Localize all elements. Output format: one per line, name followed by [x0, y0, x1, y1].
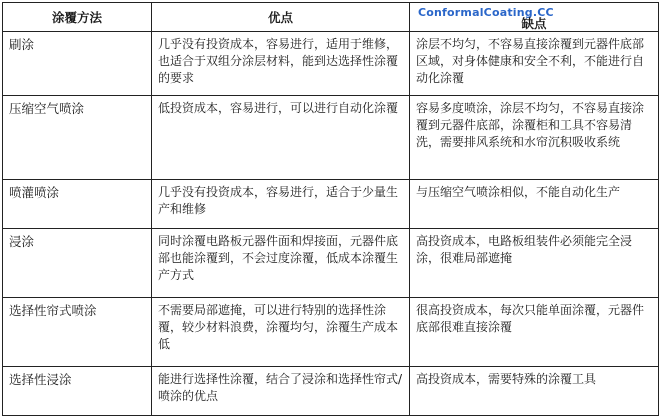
pros-cell: 同时涂覆电路板元器件面和焊接面，元器件底部也能涂覆到，不会过度涂覆，低成本涂覆生产方式 — [152, 229, 410, 298]
coating-methods-table — [2, 2, 659, 416]
table-row — [3, 229, 659, 298]
pros-cell: 不需要局部遮掩，可以进行特别的选择性涂覆，较少材料浪费，涂覆均匀，涂覆生产成本低 — [152, 297, 410, 366]
table-row — [3, 32, 659, 96]
header-pros: 优点 — [152, 3, 410, 32]
cons-cell: 很高投资成本，每次只能单面涂覆，元器件底部很难直接涂覆 — [410, 297, 659, 366]
watermark-text: ConformalCoating.CC — [418, 6, 554, 19]
method-cell: 浸涂 — [3, 229, 152, 298]
cons-cell: 与压缩空气喷涂相似，不能自动化生产 — [410, 180, 659, 229]
method-cell: 压缩空气喷涂 — [3, 96, 152, 180]
method-cell: 刷涂 — [3, 32, 152, 96]
table-row — [3, 96, 659, 180]
pros-cell: 几乎没有投资成本，容易进行，适合于少量生产和维修 — [152, 180, 410, 229]
table-row — [3, 180, 659, 229]
method-cell: 喷灌喷涂 — [3, 180, 152, 229]
table-row — [3, 366, 659, 415]
pros-cell: 几乎没有投资成本，容易进行，适用于维修，也适合于双组分涂层材料，能到达选择性涂覆的要求 — [152, 32, 410, 96]
cons-cell: 涂层不均匀，不容易直接涂覆到元器件底部区域，对身体健康和安全不利，不能进行自动化涂覆 — [410, 32, 659, 96]
pros-cell: 能进行选择性涂覆，结合了浸涂和选择性帘式/喷涂的优点 — [152, 366, 410, 415]
pros-cell: 低投资成本，容易进行，可以进行自动化涂覆 — [152, 96, 410, 180]
table-header-row — [3, 3, 659, 32]
header-cons-cell — [410, 3, 659, 32]
comparison-table-wrapper — [2, 2, 658, 416]
header-cons: 缺点 — [521, 15, 547, 31]
cons-cell: 高投资成本，电路板组装件必须能完全浸涂，很难局部遮掩 — [410, 229, 659, 298]
method-cell: 选择性帘式喷涂 — [3, 297, 152, 366]
cons-cell: 容易多度喷涂，涂层不均匀，不容易直接涂覆到元器件底部，涂覆柜和工具不容易清洗，需要排风系统和水帘沉积吸收系统 — [410, 96, 659, 180]
header-method: 涂覆方法 — [3, 3, 152, 32]
cons-cell: 高投资成本，需要特殊的涂覆工具 — [410, 366, 659, 415]
method-cell: 选择性浸涂 — [3, 366, 152, 415]
table-row — [3, 297, 659, 366]
